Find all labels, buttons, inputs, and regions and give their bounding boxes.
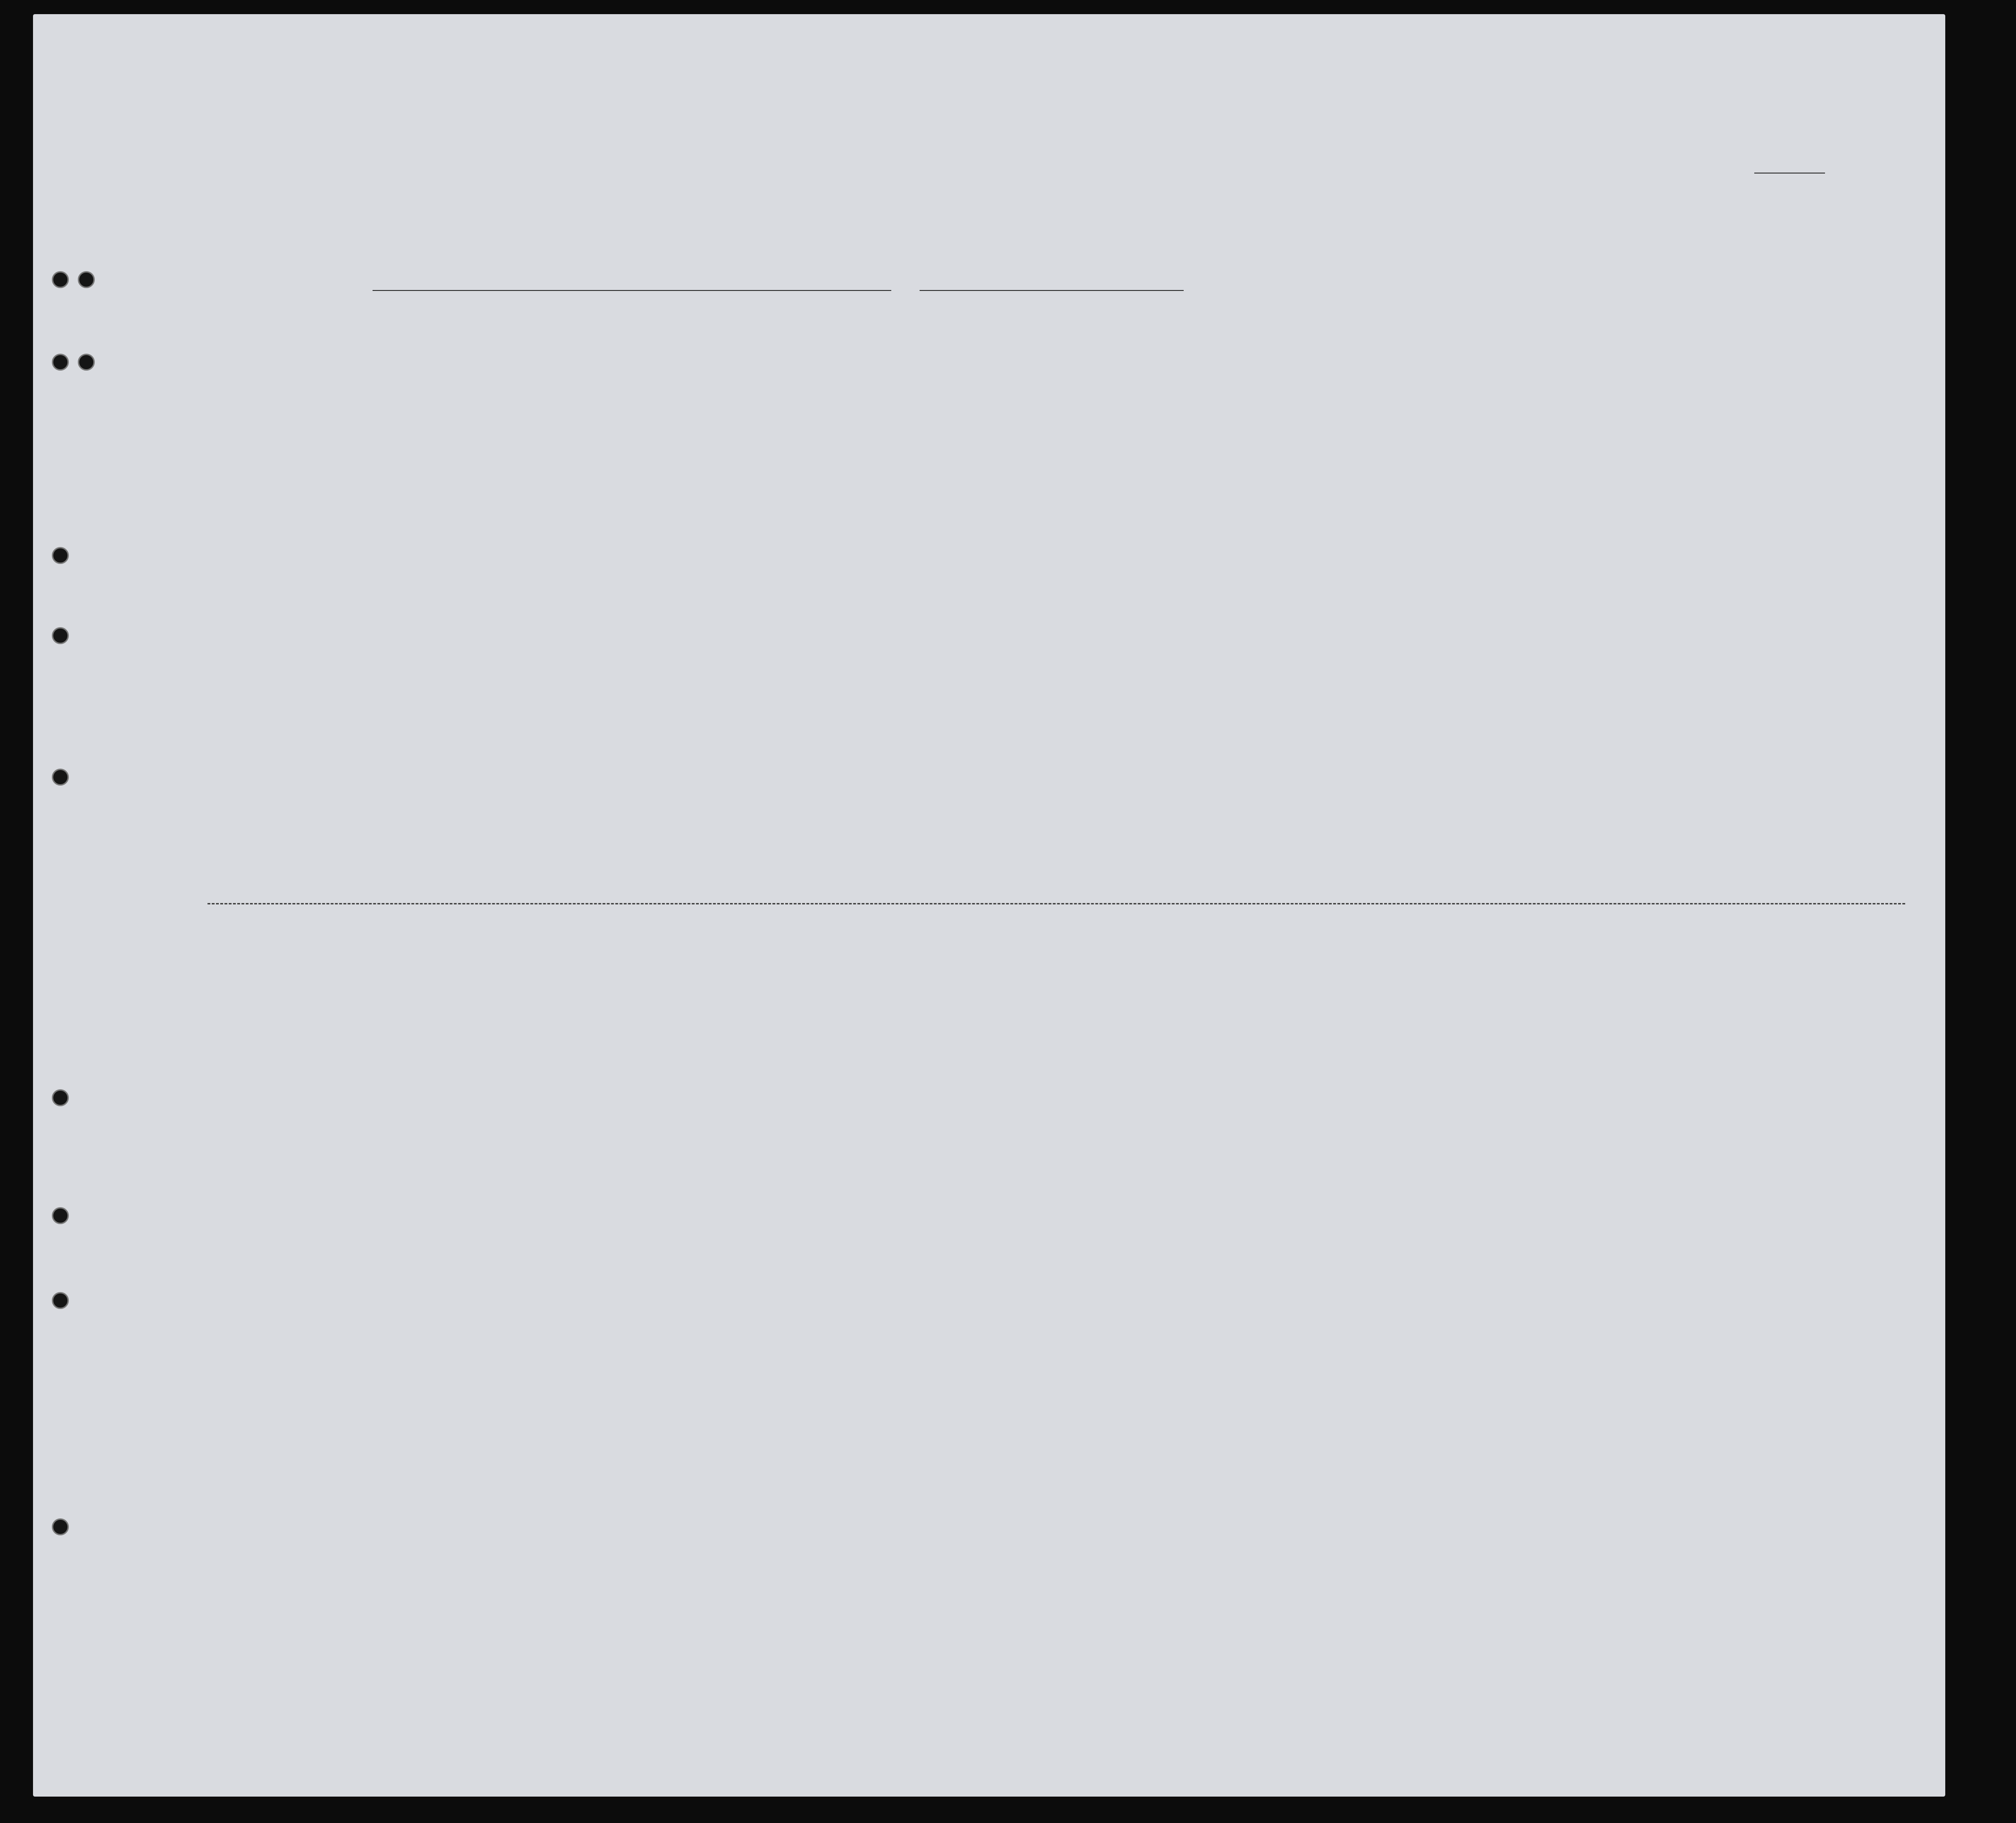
table-grid xyxy=(33,14,1945,1797)
row-11-strikeout xyxy=(207,903,1905,904)
manifest-sheet xyxy=(33,14,1945,1797)
